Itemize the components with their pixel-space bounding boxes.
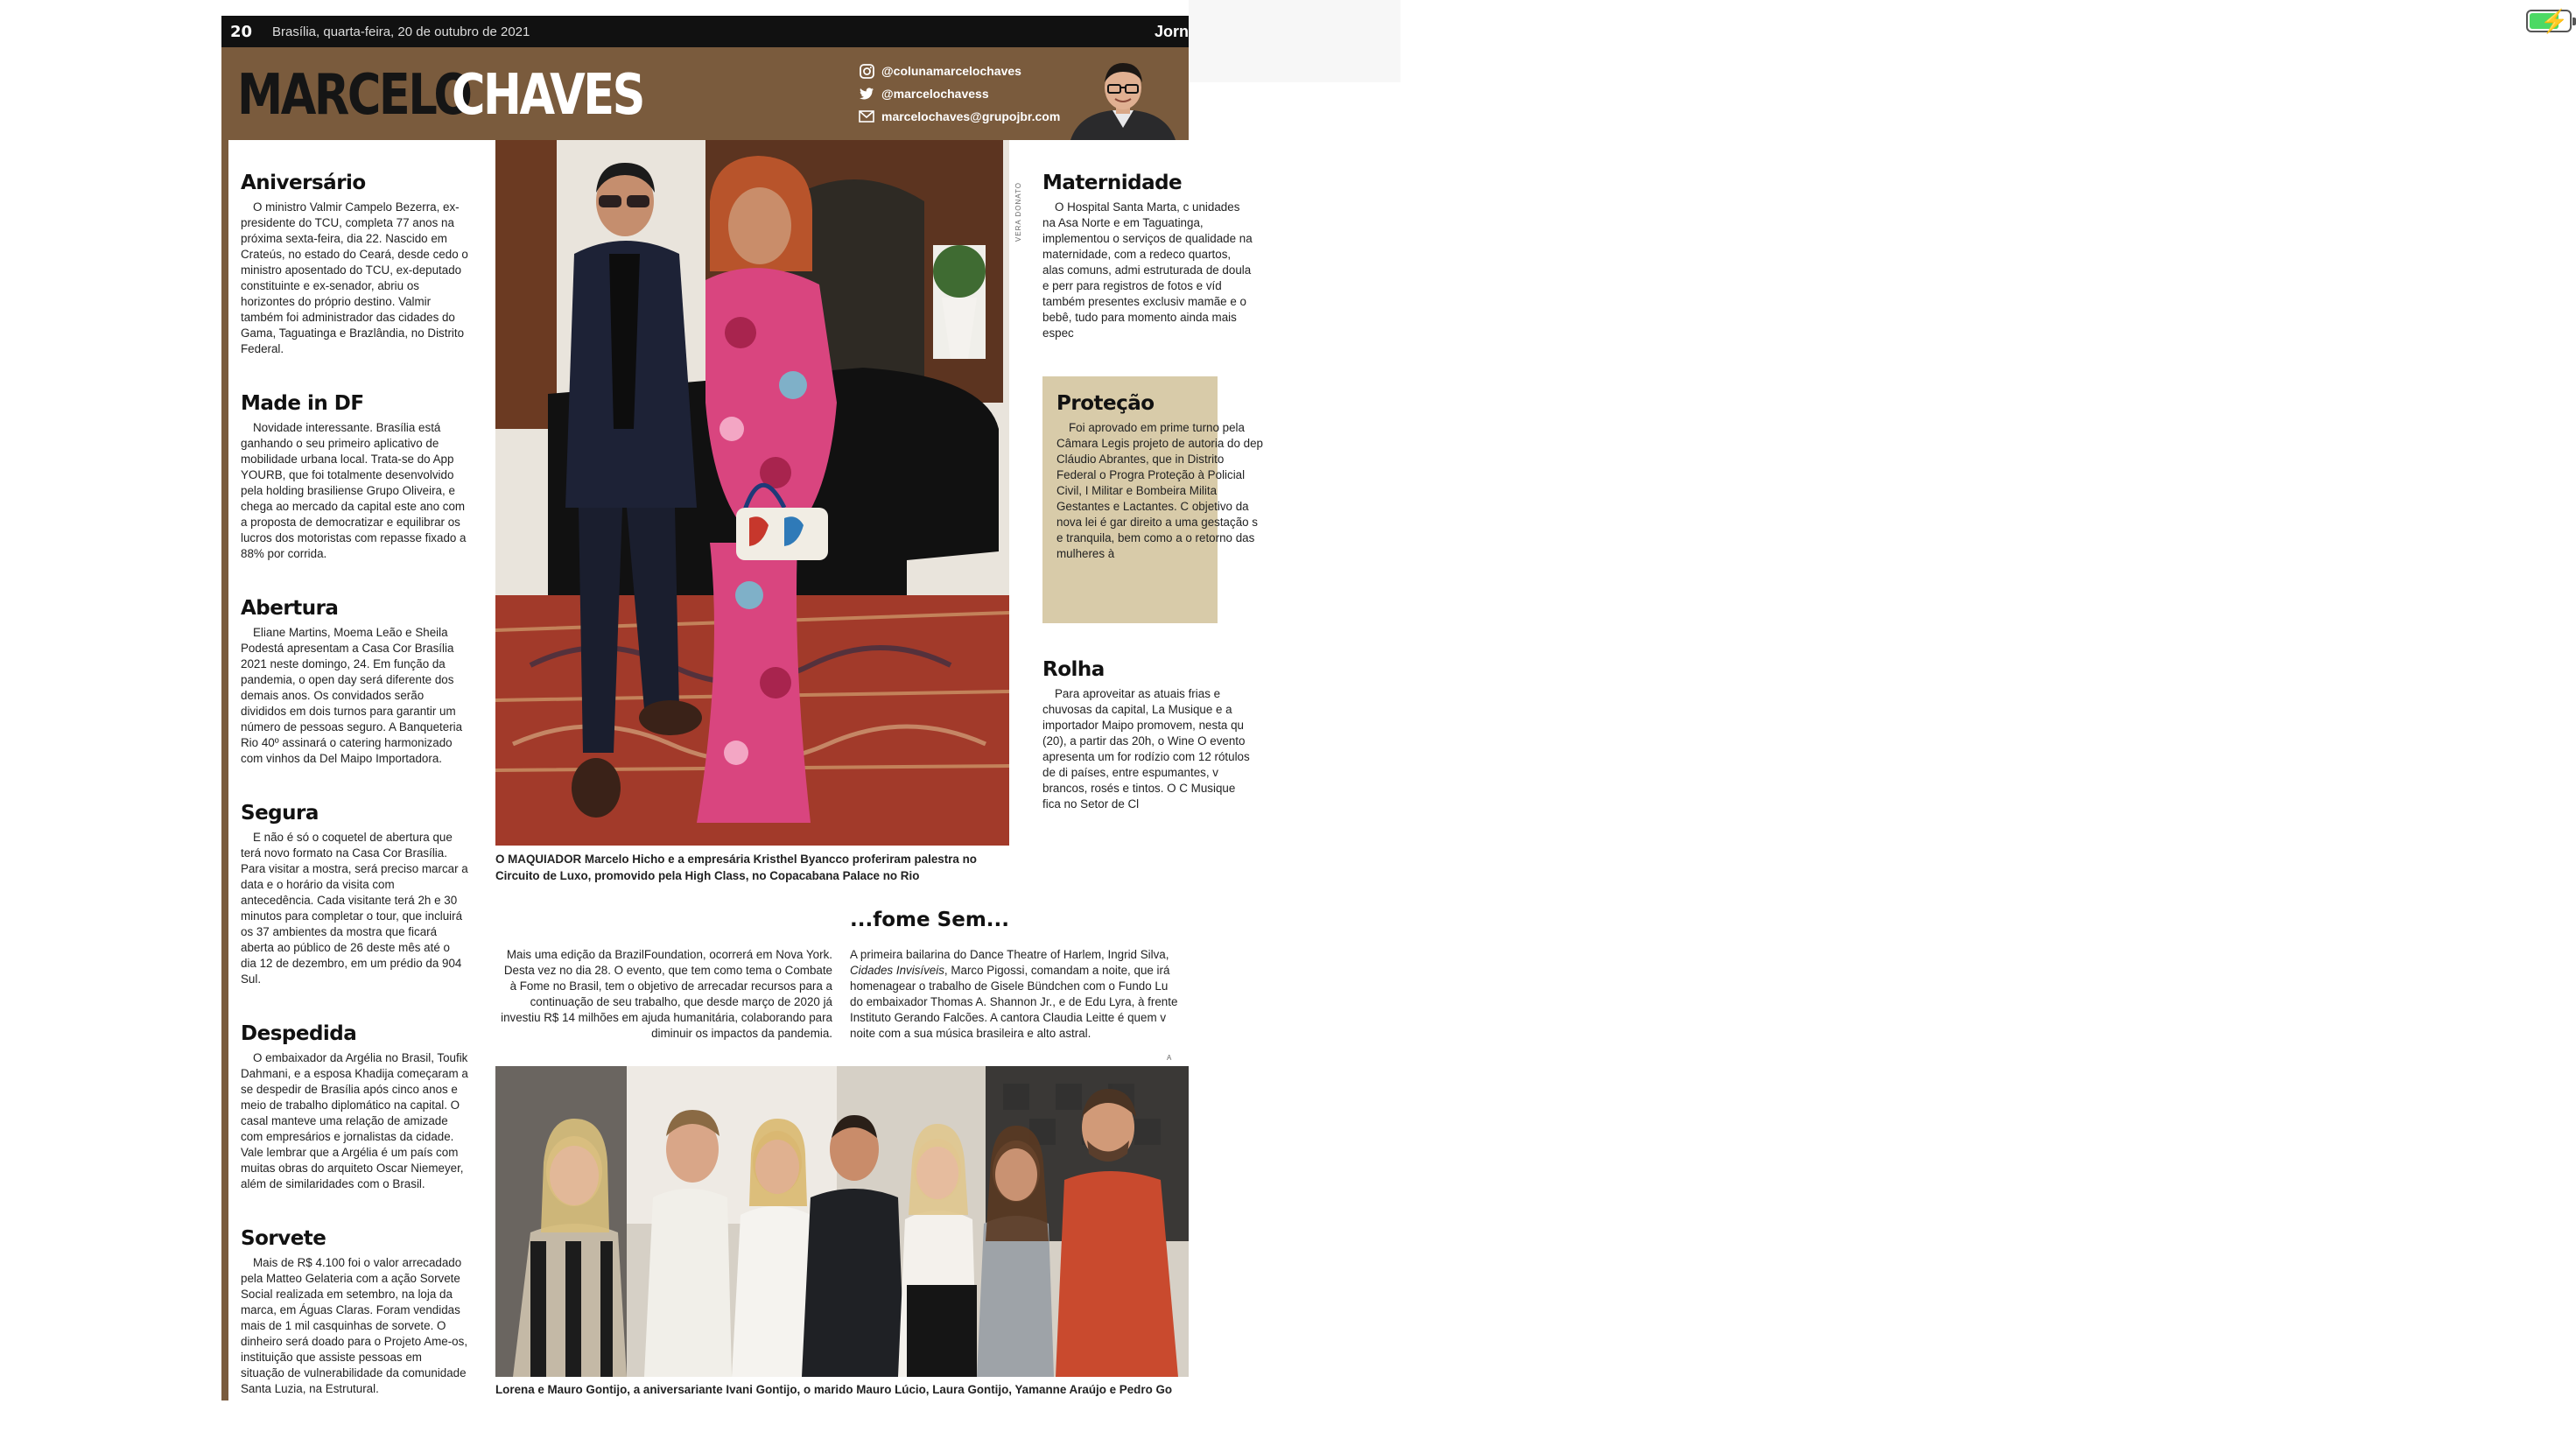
sem-article-body: Mais uma edição da BrazilFoundation, ocorrerá em Nova York. Desta vez no dia 28. O evento, que tem como tema o Combate à Fome no Brasil, tem o objetivo de arrecadar recursos para a continuação de seu trabalho, que desde março de 2020 já investiu R$ 14 milhões em ajuda humanitária, colaborando para diminuir os impactos da pandemia. bbox=[501, 948, 832, 1040]
main-photo-caption: O MAQUIADOR Marcelo Hicho e a empresária Kristhel Byancco proferiram palestra no Circuito de Luxo, promovido pela High Class, no Copacabana Palace no Rio bbox=[495, 853, 977, 882]
article-title: Proteção bbox=[1056, 392, 1155, 415]
article-title: Rolha bbox=[1042, 658, 1105, 681]
article-despedida bbox=[241, 1022, 468, 1192]
article-made-in-df bbox=[241, 392, 468, 562]
page-left-border bbox=[221, 140, 228, 1400]
article-aniversario bbox=[241, 172, 468, 357]
article-segura bbox=[241, 802, 468, 987]
fome-line: noite com a sua música brasileira e alto astral. bbox=[850, 1027, 1091, 1040]
email-contact[interactable] bbox=[859, 107, 1060, 126]
article-protecao bbox=[1042, 376, 1263, 623]
article-body: E não é só o coquetel de abertura que terá novo formato na Casa Cor Brasília. Para visitar a mostra, será preciso marcar a data e o horário da visita com antecedência. Cada visitante terá 2h e 30 minutos para completar o tour, que incluirá os 37 ambientes da mostra que ficará aberta ao público de 26 deste mês até o dia 12 de dezembro, em um prédio da 904 Sul. bbox=[241, 831, 468, 986]
newspaper-page[interactable] bbox=[221, 16, 1263, 1400]
page-header-bar bbox=[221, 16, 1189, 47]
page-date: Brasília, quarta-feira, 20 de outubro de 2021 bbox=[272, 25, 530, 39]
instagram-icon bbox=[859, 63, 874, 79]
battery-icon bbox=[2526, 10, 2572, 32]
article-title: Maternidade bbox=[1042, 172, 1183, 194]
article-title: Abertura bbox=[241, 597, 339, 620]
column-masthead bbox=[221, 47, 1189, 140]
photo-credit: VERA DONATO bbox=[1014, 182, 1022, 242]
fome-line: do embaixador Thomas A. Shannon Jr., e de Edu Lyra, à frente bbox=[850, 995, 1178, 1008]
article-title: Despedida bbox=[241, 1022, 357, 1045]
envelope-icon bbox=[859, 109, 874, 124]
article-body: Mais de R$ 4.100 foi o valor arrecadado pela Matteo Gelateria com a ação Sorvete Social realizada em setembro, na loja da marca, em Águas Claras. Foram vendidas mais de 1 mil casquinhas de sorvete. O dinheiro será doado para o Projeto Ame-os, instituição que assiste pessoas em situação de vulnerabilidade da comunidade Santa Luzia, na Estrutural. bbox=[241, 1256, 468, 1395]
fome-line: homenagear o trabalho de Gisele Bündchen com o Fundo Lu bbox=[850, 979, 1169, 993]
article-body: Para aproveitar as atuais frias e chuvosas da capital, La Musique e a importador Maipo promovem, nesta qu (20), a partir das 20h, o Wine O evento apresenta um for rodízio com 12 rótulos de di países, entre espumantes, v brancos, rosés e tintos. O C Musique fica no Setor de Cl bbox=[1042, 687, 1250, 811]
article-maternidade bbox=[1042, 172, 1253, 341]
article-abertura bbox=[241, 597, 468, 767]
bottom-photo-credit: A bbox=[1167, 1054, 1172, 1062]
fome-line: Cidades Invisíveis, Marco Pigossi, comandam a noite, que irá bbox=[850, 964, 1170, 977]
sem-title: Sem... bbox=[937, 909, 1009, 931]
fome-italic-title: Cidades Invisíveis bbox=[850, 964, 944, 977]
column-title-first: MARCELO bbox=[237, 63, 471, 128]
article-rolha bbox=[1042, 658, 1250, 812]
article-body: O embaixador da Argélia no Brasil, Toufik Dahmani, e a esposa Khadija começaram a se despedir de Brasília após cinco anos e meio de trabalho diplomático na capital. O casal manteve uma relação de amizade com empresários e jornalistas da cidade. Vale lembrar que a Argélia é um país com muitas obras do arquiteto Oscar Niemeyer, além de similaridades com o Brasil. bbox=[241, 1051, 468, 1190]
article-body: O Hospital Santa Marta, c unidades na Asa Norte e em Taguatinga, implementou o serviços de qualidade na maternidade, com a redeco quartos, alas comuns, admi estruturada de doula e perr para registros de fotos e víd também presentes exclusiv mamãe e o bebê, tudo para momento ainda mais espec bbox=[1042, 200, 1253, 340]
newspaper-brand: Jorn bbox=[1154, 23, 1189, 40]
bottom-group-photo bbox=[495, 1066, 1189, 1377]
right-column bbox=[1042, 140, 1263, 893]
bottom-photo-caption: Lorena e Mauro Gontijo, a aniversariante Ivani Gontijo, o marido Mauro Lúcio, Laura Gontijo, Yamanne Araújo e Pedro Go bbox=[495, 1383, 1173, 1396]
column-title-last: CHAVES bbox=[452, 63, 643, 128]
article-sorvete bbox=[241, 1227, 468, 1397]
article-body: Eliane Martins, Moema Leão e Sheila Podestá apresentam a Casa Cor Brasília 2021 neste domingo, 24. Em função da pandemia, o open day será diferente dos demais anos. Os convidados serão divididos em dois turnos para garantir um número de pessoas seguro. A Banqueteria Rio 40º assinará o catering harmonizado com vinhos da Del Maipo Importadora. bbox=[241, 626, 463, 765]
twitter-handle: @marcelochavess bbox=[881, 87, 989, 101]
page-number: 20 bbox=[230, 23, 253, 41]
article-title: Made in DF bbox=[241, 392, 364, 415]
twitter-icon bbox=[859, 86, 874, 102]
battery-nub bbox=[2572, 18, 2576, 25]
article-title: Sorvete bbox=[241, 1227, 326, 1250]
article-body: Foi aprovado em prime turno pela Câmara Legis projeto de autoria do dep Cláudio Abrantes, que in Distrito Federal o Progra Proteção à Policial Civil, I Militar e Bombeira Milita Gestantes e Lactantes. C objetivo da nova lei é gar direito a uma gestação s e tranquila, bem como a o retorno das mulheres à bbox=[1056, 421, 1263, 560]
main-photo bbox=[495, 140, 1009, 846]
article-body: O ministro Valmir Campelo Bezerra, ex-presidente do TCU, completa 77 anos na próxima sexta-feira, dia 22. Nascido em Crateús, no estado do Ceará, desde cedo o ministro aposentado do TCU, ex-deputado constituinte e ex-senador, abriu os horizontes do próprio destino. Valmir também foi administrador das cidades do Gama, Taguatinga e Brazlândia, no Distrito Federal. bbox=[241, 200, 468, 355]
article-body: Novidade interessante. Brasília está ganhando o seu primeiro aplicativo de mobilidade urbana local. Trata-se do App YOURB, que foi totalmente desenvolvido pela holding brasiliense Grupo Oliveira, e chega ao mercado da capital este ano com a proposta de democratizar e equilibrar os lucros dos motoristas com repasse fixado a 88% por corrida. bbox=[241, 421, 467, 560]
twitter-contact[interactable] bbox=[859, 84, 989, 103]
left-column bbox=[241, 172, 468, 1432]
article-title: Segura bbox=[241, 802, 319, 825]
fome-article-body bbox=[850, 947, 1218, 1042]
status-bar bbox=[1189, 0, 2569, 82]
charging-bolt-icon: ⚡ bbox=[2540, 8, 2569, 34]
fome-title: ...fome bbox=[850, 909, 930, 931]
instagram-contact[interactable] bbox=[859, 61, 1021, 81]
fome-line: Instituto Gerando Falcões. A cantora Claudia Leitte é quem v bbox=[850, 1011, 1167, 1024]
instagram-handle: @colunamarcelochaves bbox=[881, 64, 1021, 78]
article-title: Aniversário bbox=[241, 172, 366, 194]
fome-line: A primeira bailarina do Dance Theatre of Harlem, Ingrid Silva, bbox=[850, 948, 1169, 961]
email-address: marcelochaves@grupojbr.com bbox=[881, 109, 1061, 123]
columnist-portrait bbox=[1062, 58, 1184, 140]
